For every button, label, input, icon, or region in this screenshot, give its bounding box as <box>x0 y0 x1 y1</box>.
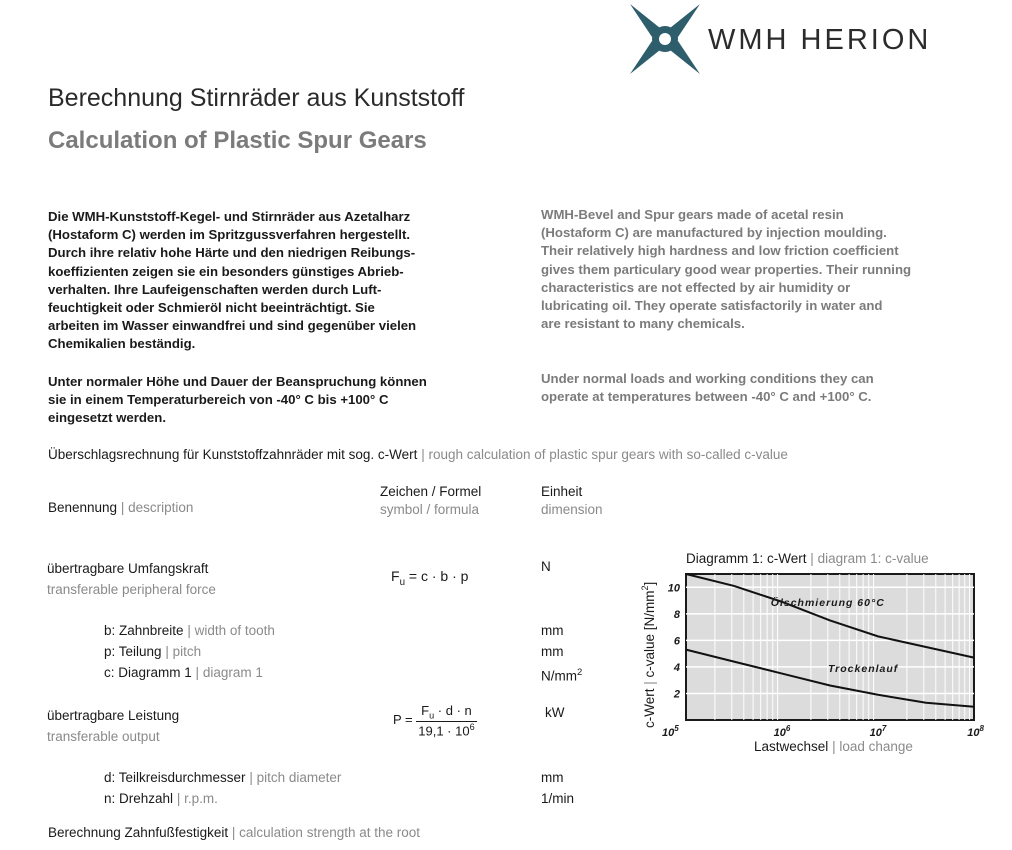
text-line: lubricating oil. They operate satisfactorily in water and <box>541 298 883 314</box>
power-formula <box>393 703 477 738</box>
denominator-base: 19,1 · 10 <box>418 722 470 738</box>
power-variable-units <box>541 767 574 809</box>
fraction-denominator <box>416 722 476 738</box>
formula-rhs: = c · b · p <box>405 568 469 584</box>
unit-cell: mm <box>541 623 564 638</box>
header-description <box>48 500 193 515</box>
power-label <box>47 705 179 747</box>
ylabel-sep: | <box>642 677 657 689</box>
text-line: feuchtigkeit oder Schmieröl nicht beeinträchtigt. Sie <box>48 300 375 316</box>
unit-cell <box>541 662 582 687</box>
force-variable-units <box>541 620 582 687</box>
power-variables <box>104 767 341 809</box>
formula-lhs: P = <box>393 711 417 727</box>
chart-title-en: diagram 1: c-value <box>817 551 929 566</box>
header-description-en: description <box>128 500 194 515</box>
ylabel-de: c-Wert <box>642 688 657 728</box>
y-tick-label: 4 <box>673 661 680 674</box>
text-line: WMH-Bevel and Spur gears made of acetal resin <box>541 207 844 222</box>
fraction-numerator <box>416 703 476 722</box>
intro-paragraph-de <box>48 208 416 354</box>
text-line: operate at temperatures between -40° C and +100° C. <box>541 389 872 405</box>
rough-calc-en: rough calculation of plastic spur gears with so-called c-value <box>428 447 788 462</box>
variable-de: p: Teilung <box>104 644 162 659</box>
variable-en: pitch diameter <box>256 770 342 785</box>
logo-text: WMH HERION <box>708 24 932 56</box>
variable-row <box>104 767 341 788</box>
numerator-rest: · d · n <box>434 703 472 718</box>
unit-exponent: 2 <box>577 667 583 678</box>
text-line: eingesetzt werden. <box>48 410 166 426</box>
header-symbol <box>380 483 481 519</box>
text-line: are resistant to many chemicals. <box>541 316 745 332</box>
variable-en: r.p.m. <box>184 791 218 806</box>
rough-calc-de: Überschlagsrechnung für Kunststoffzahnräder mit sog. c-Wert <box>48 447 418 462</box>
chart-ylabel <box>640 582 657 728</box>
header-unit <box>541 483 603 519</box>
text-line: sie in einem Temperaturbereich von -40° C bis +100° C <box>48 392 389 408</box>
variable-en: pitch <box>172 644 202 659</box>
temperature-paragraph-en <box>541 370 874 406</box>
root-calc-heading <box>48 825 420 840</box>
y-tick-label: 10 <box>667 582 680 595</box>
brand-logo <box>630 4 990 74</box>
text-line: characteristics are not effected by air humidity or <box>541 279 851 295</box>
header-symbol-de: Zeichen / Formel <box>380 484 482 499</box>
numerator-subscript: u <box>429 710 435 721</box>
text-line: koeffizienten zeigen sie ein besonders günstiges Abrieb- <box>48 263 404 279</box>
force-label <box>47 558 216 600</box>
variable-de: n: Drehzahl <box>104 791 174 806</box>
separator: | <box>810 551 814 566</box>
unit-base: N/mm <box>541 668 577 684</box>
variable-de: c: Diagramm 1 <box>104 665 192 680</box>
ylabel-exp: 2 <box>640 585 650 591</box>
variable-de: d: Teilkreisdurchmesser <box>104 770 246 785</box>
text-line: arbeiten im Wasser einwandfrei und sind gegenüber vielen <box>48 318 417 334</box>
separator: | <box>832 739 836 754</box>
temperature-paragraph-de <box>48 373 427 428</box>
unit-cell: mm <box>541 644 564 659</box>
x-tick-label: $10^5$ <box>662 724 679 739</box>
xlabel-de: Lastwechsel <box>754 739 829 754</box>
x-tick-label: $10^6$ <box>773 724 791 739</box>
separator: | <box>165 644 169 659</box>
root-calc-en: calculation strength at the root <box>239 825 421 840</box>
force-unit: N <box>541 559 551 574</box>
chart-title <box>686 551 929 566</box>
x-tick-label: $10^7$ <box>869 724 887 739</box>
unit-cell: mm <box>541 770 564 785</box>
text-line: Under normal loads and working conditions they can <box>541 371 874 386</box>
ylabel-en: c-value [N/mm <box>642 590 657 678</box>
header-unit-en: dimension <box>541 502 603 517</box>
text-line: Die WMH-Kunststoff-Kegel- und Stirnräder aus Azetalharz <box>48 209 411 224</box>
power-label-en: transferable output <box>47 729 160 744</box>
header-unit-de: Einheit <box>541 484 583 499</box>
y-tick-label: 8 <box>673 608 680 621</box>
xlabel-en: load change <box>839 739 913 754</box>
variable-en: diagram 1 <box>202 665 263 680</box>
force-variables <box>104 620 275 683</box>
x-tick-label: $10^8$ <box>967 724 984 739</box>
variable-de: b: Zahnbreite <box>104 623 184 638</box>
variable-row <box>104 662 275 683</box>
y-tick-label: 6 <box>673 635 680 648</box>
text-line: gives them particulary good wear properties. Their running <box>541 261 912 277</box>
chart-title-de: Diagramm 1: c-Wert <box>686 551 807 566</box>
separator: | <box>187 623 191 638</box>
text-line: (Hostaform C) are manufactured by injection moulding. <box>541 225 887 241</box>
unit-cell: 1/min <box>541 791 575 806</box>
text-line: verhalten. Ihre Laufeigenschaften werden durch Luft- <box>48 281 382 297</box>
ylabel-close: ] <box>642 581 657 586</box>
separator: | <box>421 447 425 462</box>
root-calc-de: Berechnung Zahnfußfestigkeit <box>48 825 229 840</box>
header-symbol-en: symbol / formula <box>380 502 480 517</box>
header-description-de: Benennung <box>48 500 118 515</box>
power-label-de: übertragbare Leistung <box>47 708 180 723</box>
separator: | <box>176 791 181 806</box>
c-value-chart <box>636 568 986 743</box>
page-title-en: Calculation of Plastic Spur Gears <box>48 127 427 154</box>
denominator-exponent: 6 <box>469 721 475 732</box>
formula-fraction <box>416 703 476 738</box>
rough-calc-heading <box>48 447 788 462</box>
text-line: Their relatively high hardness and low friction coefficient <box>541 243 899 259</box>
numerator-symbol: F <box>421 703 430 718</box>
formula-subscript: u <box>399 576 406 588</box>
force-formula <box>391 568 468 588</box>
series-label: Trockenlauf <box>827 663 899 676</box>
force-label-de: übertragbare Umfangskraft <box>47 561 209 576</box>
text-line: Durch ihre relativ hohe Härte und den niedrigen Reibungs- <box>48 245 416 261</box>
formula-symbol: F <box>391 568 400 584</box>
force-label-en: transferable peripheral force <box>47 582 216 597</box>
text-line: Unter normaler Höhe und Dauer der Beanspruchung können <box>48 374 427 389</box>
variable-row <box>104 788 341 809</box>
variable-en: width of tooth <box>194 623 275 638</box>
y-tick-label: 2 <box>673 688 680 701</box>
page-title-de: Berechnung Stirnräder aus Kunststoff <box>48 84 465 112</box>
separator: | <box>249 770 253 785</box>
power-unit: kW <box>545 705 565 720</box>
text-line: (Hostaform C) werden im Spritzgussverfahren hergestellt. <box>48 227 410 243</box>
chart-xlabel <box>754 739 913 754</box>
series-label: Ölschmierung 60°C <box>770 596 885 609</box>
logo-mark-icon <box>630 4 700 74</box>
separator: | <box>231 825 236 840</box>
separator: | <box>120 500 125 515</box>
intro-paragraph-en <box>541 206 911 333</box>
variable-row <box>104 641 275 662</box>
separator: | <box>195 665 200 680</box>
variable-row <box>104 620 275 641</box>
text-line: Chemikalien beständig. <box>48 336 196 352</box>
